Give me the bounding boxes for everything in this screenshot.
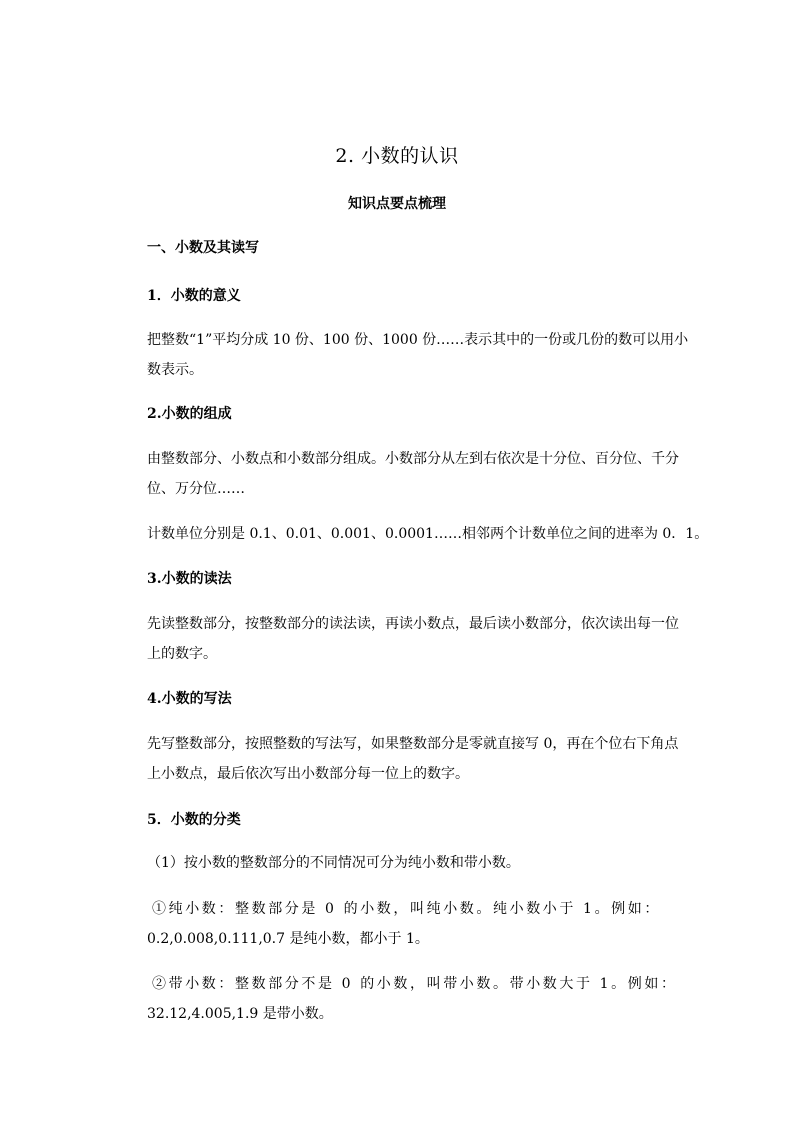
paragraph-line: 先写整数部分，按照整数的写法写，如果整数部分是零就直接写 0，再在个位右下角点	[147, 736, 679, 752]
paragraph-line: 由整数部分、小数点和小数部分组成。小数部分从左到右依次是十分位、百分位、千分	[147, 451, 679, 467]
section-heading: 一、小数及其读写	[147, 240, 259, 256]
paragraph-line: 计数单位分别是 0.1、0.01、0.001、0.0001……相邻两个计数单位之间的进率为 0．1。	[147, 526, 709, 542]
paragraph-line: 把整数“1”平均分成 10 份、100 份、1000 份……表示其中的一份或几份的数可以用小	[147, 332, 689, 348]
subsection-heading-reading: 3.小数的读法	[147, 571, 232, 587]
paragraph-line: 上小数点，最后依次写出小数部分每一位上的数字。	[147, 766, 469, 782]
paragraph-line: 数表示。	[147, 362, 203, 378]
subsection-heading-classification: 5．小数的分类	[147, 812, 241, 828]
page-title: 2. 小数的认识	[335, 145, 459, 167]
subsection-heading-composition: 2.小数的组成	[147, 406, 232, 422]
paragraph-line: 0.2,0.008,0.111,0.7 是纯小数，都小于 1。	[147, 931, 429, 947]
paragraph-line: ②带小数：整数部分不是 0 的小数，叫带小数。带小数大于 1。例如：	[152, 976, 678, 992]
paragraph-line: 32.12,4.005,1.9 是带小数。	[147, 1006, 333, 1022]
subsection-heading-meaning: 1．小数的意义	[147, 288, 241, 304]
subsection-heading-writing: 4.小数的写法	[147, 691, 232, 707]
paragraph-line: （1）按小数的整数部分的不同情况可分为纯小数和带小数。	[147, 855, 520, 871]
paragraph-line: 先读整数部分，按整数部分的读法读，再读小数点，最后读小数部分，依次读出每一位	[147, 616, 679, 632]
paragraph-line: 位、万分位……	[147, 481, 245, 497]
page-subtitle: 知识点要点梳理	[348, 196, 446, 212]
paragraph-line: 上的数字。	[147, 646, 217, 662]
paragraph-line: ①纯小数：整数部分是 0 的小数，叫纯小数。纯小数小于 1。例如：	[152, 901, 661, 917]
